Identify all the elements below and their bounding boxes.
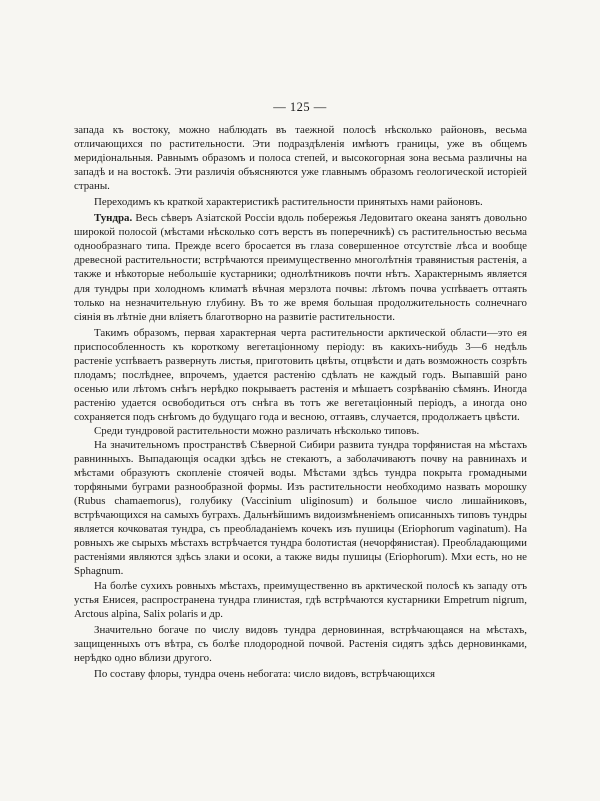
body-text bbox=[74, 123, 527, 681]
paragraph-text: По составу флоры, тундра очень небогата: число видовъ, встрѣчающихся bbox=[94, 667, 435, 680]
paragraph bbox=[74, 438, 527, 578]
paragraph bbox=[74, 579, 527, 621]
paragraph-text: Среди тундровой растительности можно различать нѣсколько типовъ. bbox=[94, 424, 420, 437]
paragraph bbox=[74, 424, 527, 438]
paragraph-text: Значительно богаче по числу видовъ тундра дерновинная, встрѣчающаяся на мѣстахъ, защищенныхъ отъ вѣтра, съ болѣе плодородной почвой. Растенія сидятъ здѣсь дерновинками, нерѣдко одно вблизи другого. bbox=[74, 623, 527, 664]
paragraph bbox=[74, 211, 527, 323]
paragraph-text: Такимъ образомъ, первая характерная черта растительности арктической области—это ея приспособленность къ короткому вегетаціонному періоду: въ какихъ-нибудь 3—6 недѣль растеніе успѣваетъ развернуть листья, приготовить цвѣты, отцвѣсти и дать возможность созрѣть плодамъ; послѣднее, впрочемъ, удается растенію сдѣлать не каждый годъ. Выпавшій рано осенью или лѣтомъ снѣгъ нерѣдко покрываетъ растенія и мѣшаетъ созрѣванію сѣмянъ. Иногда растенію удается освободиться отъ снѣга въ тотъ же вегетаціонный періодъ, а иногда оно сохраняется подъ снѣгомъ до будущаго года и весною, оттаявъ, случается, продолжаетъ цвѣсти. bbox=[74, 326, 527, 423]
paragraph-text: Переходимъ къ краткой характеристикѣ растительности принятыхъ нами районовъ. bbox=[94, 196, 483, 209]
paragraph-text: Весь сѣверъ Азіатской Россіи вдоль побережья Ледовитаго океана занятъ довольно широкой полосой (мѣстами нѣсколько сотъ верстъ въ поперечникѣ) съ растительностью весьма однообразнаго типа. Прежде всего бросается въ глаза совершенное отсутствіе лѣса и вообще древесной растительности; встрѣчаются преимущественно многолѣтнія травянистыя растенія, а также и нѣкоторые небольшіе кустарники; однолѣтниковъ почти нѣтъ. Характернымъ является для тундры при холодномъ климатѣ вѣчная мерзлота почвы: лѣтомъ почва успѣваетъ оттаять только на незначительную глубину. Въ то же время большая продолжительность солнечнаго сіянія въ лѣтніе дни вліяетъ благотворно на развитіе растительности. bbox=[74, 212, 527, 323]
paragraph-text: На значительномъ пространствѣ Сѣверной Сибири развита тундра торфянистая на мѣстахъ равнинныхъ. Выпадающія осадки здѣсь не стекаютъ, а заболачиваютъ почву на равнинахъ и мѣстами образуютъ скопленіе стоячей воды. Мѣстами здѣсь тундра покрыта громадными торфяными буграми разнообразной формы. Изъ растительности необходимо назвать морошку (Rubus chamaemorus), голубику (Vaccinium uliginosum) и большое число лишайниковъ, встрѣчающихся на самыхъ буграхъ. Дальнѣйшимъ видоизмѣненіемъ описанныхъ типовъ тундры является кочковатая тундра, съ преобладаніемъ кочекъ изъ пушицы (Eriophorum vaginatum). На ровныхъ же сырыхъ мѣстахъ встрѣчается тундра болотистая (нечорфянистая). Преобладающими растеніями являются здѣсь злаки и осоки, а также виды пушицы (Eriophorum). Мхи есть, но не Sphagnum. bbox=[74, 439, 527, 578]
paragraph bbox=[74, 195, 527, 209]
section-heading: Тундра. bbox=[94, 212, 133, 225]
paragraph bbox=[74, 667, 527, 681]
paragraph bbox=[74, 123, 527, 193]
paragraph bbox=[74, 326, 527, 424]
page-number: — 125 — bbox=[273, 100, 327, 114]
paragraph-text: На болѣе сухихъ ровныхъ мѣстахъ, преимущественно въ арктической полосѣ къ западу отъ устья Енисея, распространена тундра глинистая, гдѣ встрѣчаются кустарники Empetrum nigrum, Arctous alpina, Salix polaris и др. bbox=[74, 579, 527, 620]
paragraph bbox=[74, 623, 527, 665]
paragraph-text: запада къ востоку, можно наблюдать въ таежной полосѣ нѣсколько районовъ, весьма отличающихся по растительности. Эти подраздѣленія имѣютъ границы, уже въ общемъ меридіональныя. Равнымъ образомъ и полоса степей, и высокогорная зона весьма различны на западѣ и на востокѣ. Эти различія объясняются уже главнымъ образомъ геологической исторіей страны. bbox=[74, 124, 527, 193]
